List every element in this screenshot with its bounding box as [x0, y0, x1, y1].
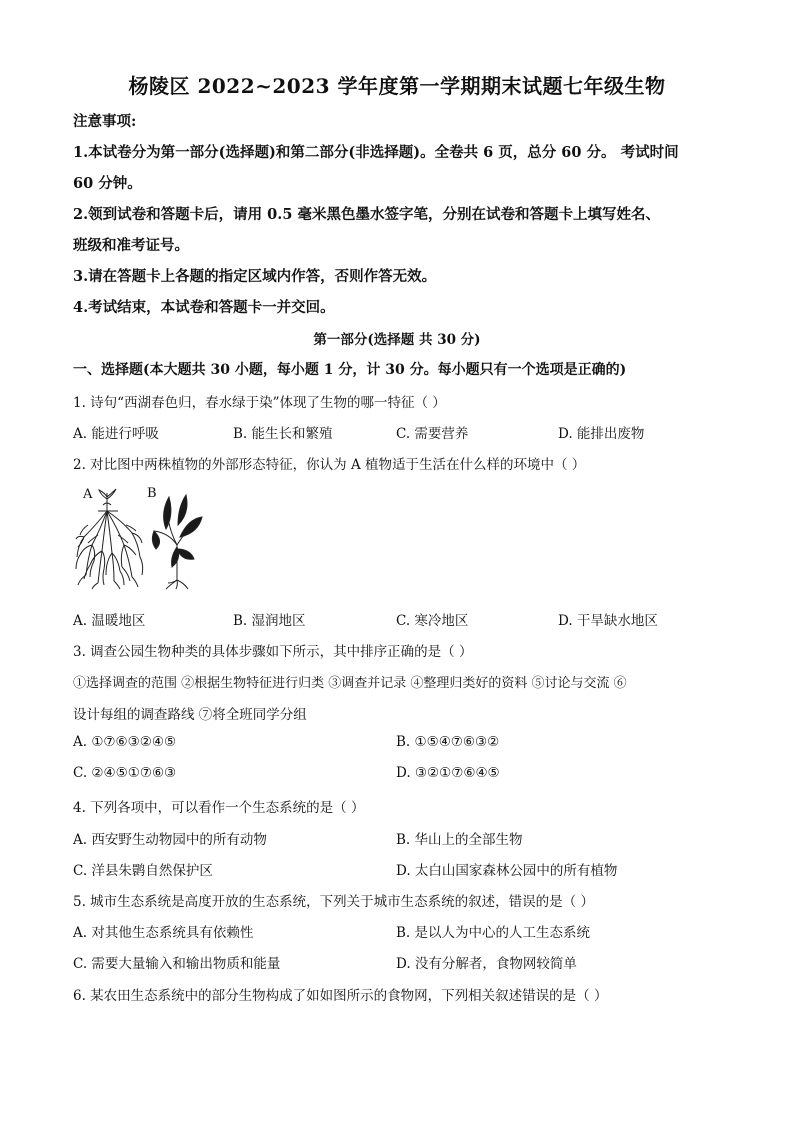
notice-line-2b: 班级和准考证号。 — [73, 237, 189, 254]
plant-a-drawing — [76, 489, 143, 589]
q2-option-d: D. 干旱缺水地区 — [558, 613, 658, 629]
q1-option-b: B. 能生长和繁殖 — [233, 426, 333, 442]
notice-line-1a: 1.本试卷分为第一部分(选择题)和第二部分(非选择题)。全卷共 6 页，总分 60 分。 考试时间 — [73, 144, 679, 161]
notice-heading: 注意事项: — [73, 113, 137, 130]
q2-option-b: B. 湿润地区 — [233, 613, 306, 629]
q4-stem: 4. 下列各项中，可以看作一个生态系统的是（ ） — [73, 800, 365, 816]
page-title: 杨陵区 2022~2023 学年度第一学期期末试题七年级生物 — [128, 74, 666, 98]
plant-comparison-figure — [74, 485, 219, 590]
q3-option-d: D. ③②①⑦⑥④⑤ — [396, 765, 500, 781]
part1-heading: 第一部分(选择题 共 30 分) — [313, 332, 481, 348]
q3-option-b: B. ①⑤④⑦⑥③② — [396, 734, 500, 750]
q3-steps-line1: ①选择调查的范围 ②根据生物特征进行归类 ③调查并记录 ④整理归类好的资料 ⑤讨论与交流 ⑥ — [73, 676, 627, 691]
q5-option-a: A. 对其他生态系统具有依赖性 — [73, 925, 254, 941]
q4-option-d: D. 太白山国家森林公园中的所有植物 — [396, 863, 618, 879]
q5-stem: 5. 城市生态系统是高度开放的生态系统，下列关于城市生态系统的叙述，错误的是（ ） — [73, 894, 594, 910]
q3-option-c: C. ②④⑤①⑦⑥③ — [73, 765, 177, 781]
q1-option-d: D. 能排出废物 — [558, 426, 645, 442]
q4-option-c: C. 洋县朱鹮自然保护区 — [73, 863, 213, 879]
notice-line-4: 4.考试结束，本试卷和答题卡一并交回。 — [73, 299, 335, 316]
q2-option-a: A. 温暖地区 — [73, 613, 146, 629]
notice-line-1b: 60 分钟。 — [73, 175, 142, 192]
section-heading: 一、选择题(本大题共 30 小题，每小题 1 分，计 30 分。每小题只有一个选项是正确的) — [73, 362, 627, 378]
plant-b-label: B — [147, 486, 157, 501]
q1-option-a: A. 能进行呼吸 — [73, 426, 159, 442]
q4-option-b: B. 华山上的全部生物 — [396, 832, 523, 848]
q2-stem: 2. 对比图中两株植物的外部形态特征，你认为 A 植物适于生活在什么样的环境中（ ） — [73, 457, 586, 473]
q5-option-d: D. 没有分解者，食物网较简单 — [396, 956, 577, 972]
notice-line-3: 3.请在答题卡上各题的指定区域内作答，否则作答无效。 — [73, 268, 437, 285]
q6-stem: 6. 某农田生态系统中的部分生物构成了如如图所示的食物网，下列相关叙述错误的是（ ） — [73, 988, 608, 1004]
q3-option-a: A. ①⑦⑥③②④⑤ — [73, 734, 177, 750]
notice-line-2a: 2.领到试卷和答题卡后，请用 0.5 毫米黑色墨水签字笔，分别在试卷和答题卡上填写姓名、 — [73, 206, 660, 223]
plant-a-label: A — [83, 487, 93, 502]
q2-option-c: C. 寒冷地区 — [396, 613, 469, 629]
q1-option-c: C. 需要营养 — [396, 426, 469, 442]
q3-steps-line2: 设计每组的调查路线 ⑦将全班同学分组 — [73, 707, 307, 723]
q4-option-a: A. 西安野生动物园中的所有动物 — [73, 832, 267, 848]
q5-option-c: C. 需要大量输入和输出物质和能量 — [73, 956, 281, 972]
q5-option-b: B. 是以人为中心的人工生态系统 — [396, 925, 591, 941]
plant-b-drawing — [152, 495, 202, 589]
q3-stem: 3. 调查公园生物种类的具体步骤如下所示，其中排序正确的是（ ） — [73, 644, 473, 660]
q1-stem: 1. 诗句“西湖春色归，春水绿于染”体现了生物的哪一特征（ ） — [73, 395, 446, 411]
